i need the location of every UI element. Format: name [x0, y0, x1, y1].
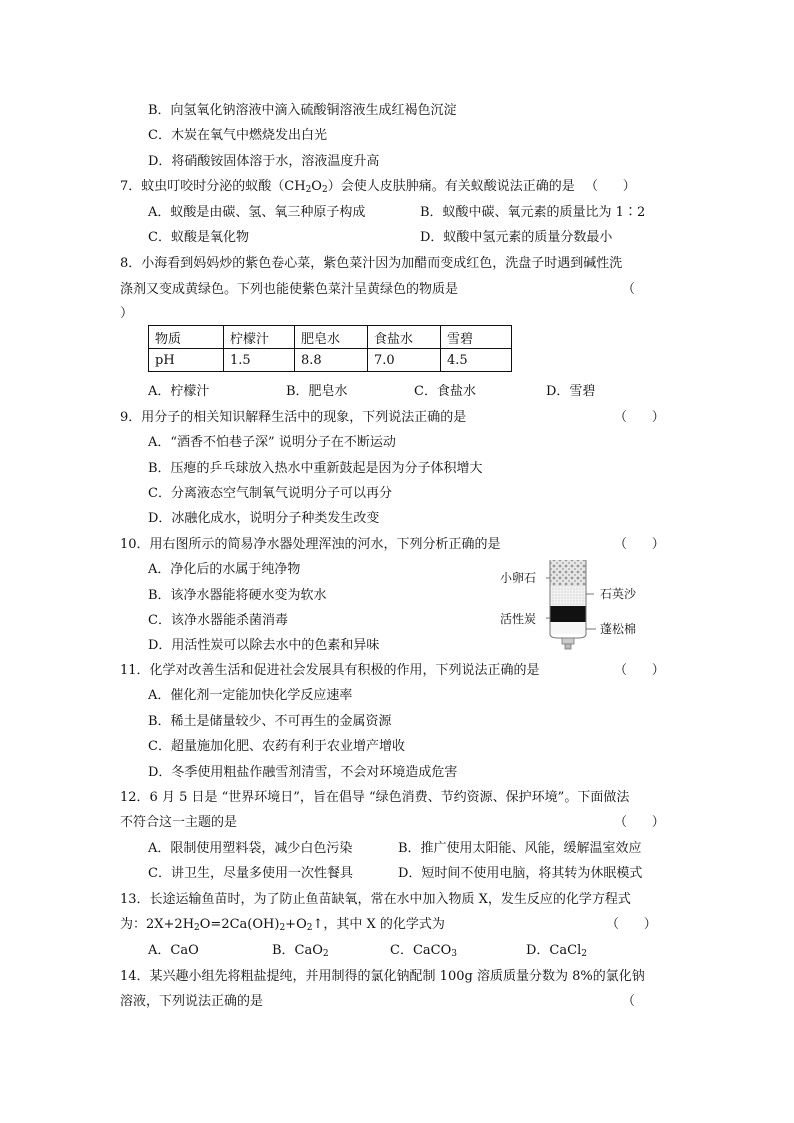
label-quartz-sand: 石英沙: [600, 587, 637, 601]
q7-stem: 7．蚊虫叮咬时分泌的蚁酸$(CH_2O_2)$会使人皮肤肿痛。有关蚁酸说法正确的是: [120, 179, 575, 195]
q9-option-a: A．“酒香不怕巷子深” 说明分子在不断运动: [148, 435, 396, 450]
label-cotton: 蓬松棉: [600, 622, 637, 636]
q11-option-c: C．超量施加化肥、农药有利于农业增产增收: [148, 739, 405, 754]
activated-carbon-layer: [550, 606, 586, 622]
quartz-sand-layer: [550, 586, 586, 606]
q10-option-c: C．该净水器能杀菌消毒: [148, 613, 288, 628]
q6-option-d: D．将硝酸铵固体溶于水，溶液温度升高: [148, 154, 380, 169]
q8-option-b: B．肥皂水: [286, 384, 348, 399]
q13-option-c: C．CaCO$_3$: [390, 943, 457, 959]
q10-stem: 10．用右图所示的简易净水器处理浑浊的河水，下列分析正确的是: [120, 537, 501, 552]
q13-option-d: D．CaCl$_2$: [526, 943, 587, 959]
q12-stem-line1: 12．6 月 5 日是 “世界环境日”，旨在倡导 “绿色消费、节约资源、保护环境”。下面做法: [120, 790, 630, 805]
pebble-layer: [550, 560, 586, 586]
ph-table-cell: pH: [149, 349, 224, 372]
q13-option-a: A．CaO: [148, 943, 199, 958]
q12-answer-paren: （ ）: [614, 815, 665, 830]
q8-option-d: D．雪碧: [546, 384, 596, 399]
ph-table-cell: 1.5: [224, 349, 295, 372]
ph-table-cell: 7.0: [368, 349, 441, 372]
water-filter-diagram: [498, 558, 650, 650]
q12-option-d: D．短时间不使用电脑，将其转为休眠模式: [398, 866, 643, 881]
q13-stem-line1: 13．长途运输鱼苗时，为了防止鱼苗缺氧，常在水中加入物质 X，发生反应的化学方程式: [120, 892, 631, 907]
q11-answer-paren: （ ）: [614, 663, 665, 678]
q12-option-a: A．限制使用塑料袋，减少白色污染: [148, 841, 353, 856]
q10-option-b: B．该净水器能将硬水变为软水: [148, 588, 327, 603]
ph-table-cell: 柠檬汁: [224, 326, 295, 349]
q14-answer-paren: （: [622, 994, 636, 1009]
q6-option-b: B．向氢氧化钠溶液中滴入硫酸铜溶液生成红褐色沉淀: [148, 103, 457, 118]
ph-table-value-row: [149, 349, 512, 372]
q9-option-b: B．压瘪的乒乓球放入热水中重新鼓起是因为分子体积增大: [148, 461, 483, 476]
q10-option-d: D．用活性炭可以除去水中的色素和异味: [148, 638, 380, 653]
q9-answer-paren: （ ）: [614, 410, 665, 425]
ph-table-cell: 食盐水: [368, 326, 441, 349]
q11-option-d: D．冬季使用粗盐作融雪剂清雪，不会对环境造成危害: [148, 765, 458, 780]
q7-answer-paren: （ ）: [585, 179, 636, 194]
q7-option-b: B．蚁酸中碳、氧元素的质量比为 1∶2: [420, 205, 646, 220]
label-pebble: 小卵石: [500, 571, 537, 585]
q8-option-c: C．食盐水: [414, 384, 476, 399]
q8-answer-paren-close: ）: [120, 306, 134, 321]
q8-stem-line2: 涤剂又变成黄绿色。下列也能使紫色菜汁呈黄绿色的物质是: [120, 282, 459, 297]
q14-stem-line2: 溶液，下列说法正确的是: [120, 994, 264, 1009]
q9-option-d: D．冰融化成水，说明分子种类发生改变: [148, 511, 380, 526]
q10-option-a: A．净化后的水属于纯净物: [148, 562, 301, 577]
q12-option-c: C．讲卫生，尽量多使用一次性餐具: [148, 866, 353, 881]
ph-table: [148, 325, 512, 372]
ph-table-cell: 物质: [149, 326, 224, 349]
q13-option-b: B．CaO$_2$: [272, 943, 329, 959]
q11-stem: 11．化学对改善生活和促进社会发展具有积极的作用，下列说法正确的是: [120, 663, 540, 678]
q7-option-a: A．蚁酸是由碳、氢、氧三种原子构成: [148, 205, 366, 220]
q8-stem-line1: 8．小海看到妈妈炒的紫色卷心菜，紫色菜汁因为加醋而变成红色，洗盘子时遇到碱性洗: [120, 256, 623, 271]
ph-table-header-row: [149, 326, 512, 349]
q13-equation: 为：$2X+2H_2O=2Ca(OH)_2+O_2↑$，其中 X 的化学式为: [120, 917, 445, 933]
q11-option-b: B．稀土是储量较少、不可再生的金属资源: [148, 714, 392, 729]
ph-table-cell: 8.8: [295, 349, 368, 372]
q8-answer-paren-open: （: [622, 282, 636, 297]
q8-option-a: A．柠檬汁: [148, 384, 210, 399]
q6-option-c: C．木炭在氧气中燃烧发出白光: [148, 128, 327, 143]
q11-option-a: A．催化剂一定能加快化学反应速率: [148, 688, 353, 703]
ph-table-cell: 4.5: [441, 349, 512, 372]
q7-option-c: C．蚁酸是氧化物: [148, 230, 249, 245]
q9-option-c: C．分离液态空气制氧气说明分子可以再分: [148, 486, 392, 501]
ph-table-cell: 雪碧: [441, 326, 512, 349]
q7-option-d: D．蚁酸中氢元素的质量分数最小: [420, 230, 613, 245]
q9-stem: 9．用分子的相关知识解释生活中的现象，下列说法正确的是: [120, 410, 467, 425]
q12-stem-line2: 不符合这一主题的是: [120, 815, 238, 830]
ph-table-cell: 肥皂水: [295, 326, 368, 349]
q14-stem-line1: 14．某兴趣小组先将粗盐提纯，并用制得的氯化钠配制 100g 溶质质量分数为 8%的氯化钠: [120, 969, 645, 984]
label-activated-carbon: 活性炭: [500, 612, 537, 626]
q12-option-b: B．推广使用太阳能、风能，缓解温室效应: [398, 841, 642, 856]
cotton-layer: [550, 622, 586, 634]
q13-answer-paren: （ ）: [606, 917, 657, 932]
q10-answer-paren: （ ）: [614, 537, 665, 552]
